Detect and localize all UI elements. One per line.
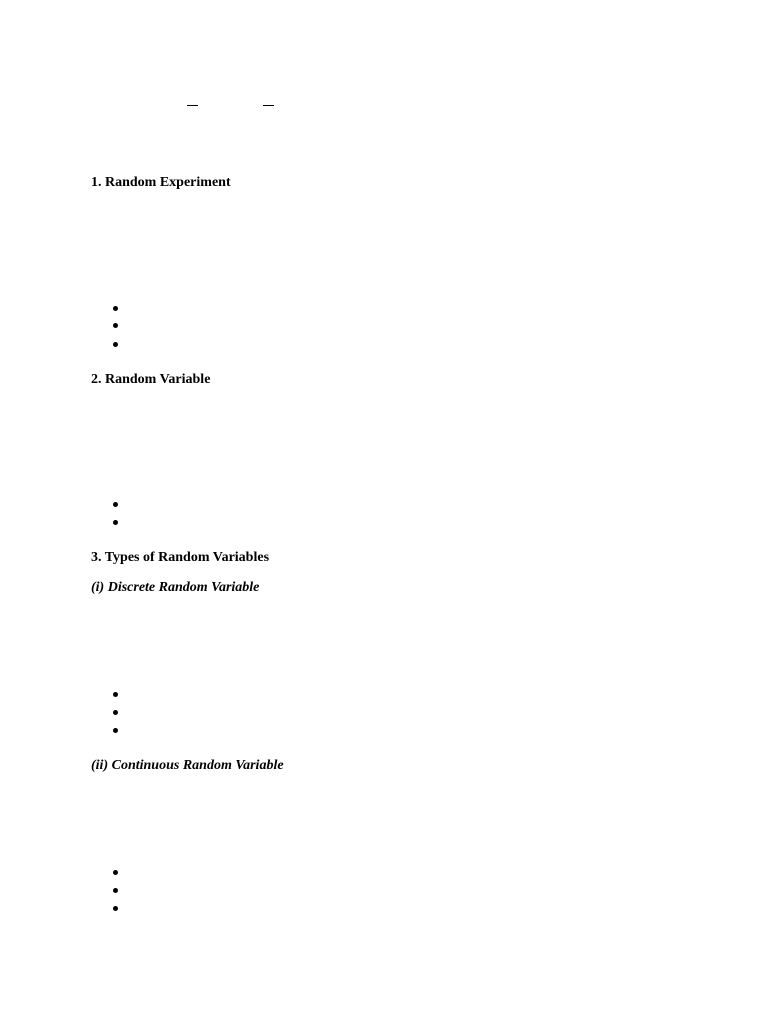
bullet-point (113, 906, 118, 911)
bullet-point (113, 306, 118, 311)
section-heading-random-experiment: 1. Random Experiment (91, 175, 231, 190)
bullet-point (113, 520, 118, 525)
bullet-point (113, 692, 118, 697)
bullet-point (113, 323, 118, 328)
bullet-point (113, 870, 118, 875)
subsection-heading-discrete: (i) Discrete Random Variable (91, 580, 260, 595)
bullet-point (113, 342, 118, 347)
bullet-point (113, 502, 118, 507)
dash-mark (187, 105, 198, 106)
bullet-point (113, 888, 118, 893)
bullet-point (113, 728, 118, 733)
subsection-heading-continuous: (ii) Continuous Random Variable (91, 758, 284, 773)
dash-mark (263, 105, 274, 106)
section-heading-types-of-random-variables: 3. Types of Random Variables (91, 550, 270, 565)
bullet-point (113, 710, 118, 715)
section-heading-random-variable: 2. Random Variable (91, 372, 211, 387)
